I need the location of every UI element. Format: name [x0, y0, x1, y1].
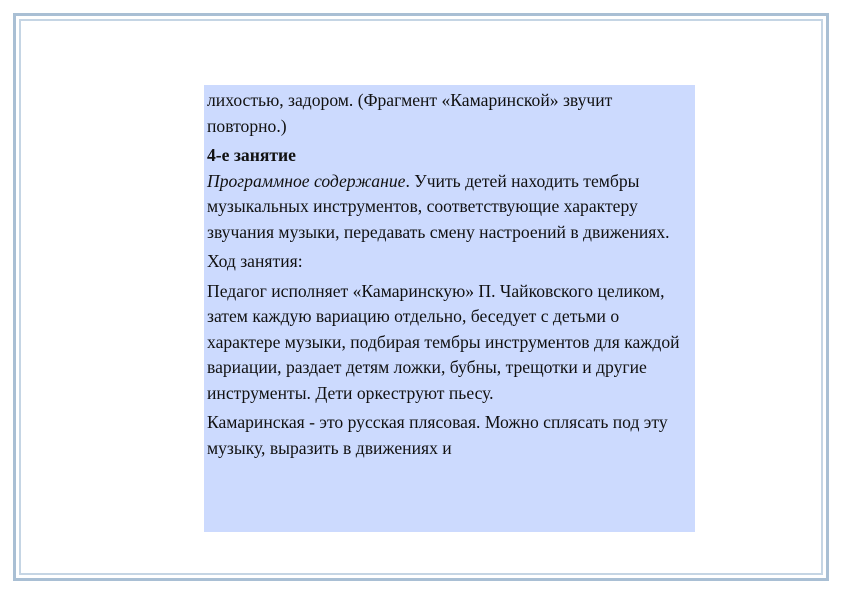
lesson-heading: 4-е занятие	[207, 145, 296, 165]
paragraph-program	[207, 169, 692, 246]
program-text: . Учить детей находить тембры музыкальных инструментов, соответствующие характеру звучания музыки, передавать смену настроений в движениях.	[207, 170, 670, 242]
text-content-block	[204, 85, 695, 532]
paragraph-teacher: Педагог исполняет «Камаринскую» П. Чайковского целиком, затем каждую вариацию отдельно, беседует с детьми о характере музыки, подбирая тембры инструментов для каждой вариации, раздает детям ложки, бубны, трещотки и другие инструменты. Дети оркеструют пьесу.	[207, 280, 680, 403]
paragraph-course: Ход занятия:	[207, 251, 303, 271]
paragraph-intro: лихостью, задором. (Фрагмент «Камаринской» звучит повторно.)	[207, 90, 613, 136]
paragraph-last: Камаринская - это русская плясовая. Можно сплясать под эту музыку, выразить в движениях и	[207, 412, 668, 458]
program-label: Программное содержание	[207, 170, 406, 191]
